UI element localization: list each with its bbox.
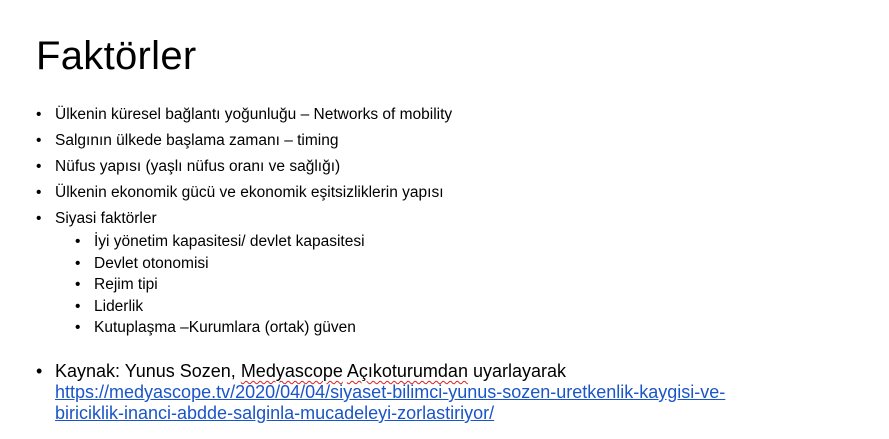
source-text — [36, 361, 876, 424]
political-factors-list — [75, 231, 452, 339]
source-suffix: uyarlayarak — [467, 361, 566, 381]
bullet-item: • Salgının ülkede başlama zamanı – timing — [36, 128, 452, 153]
bullet-dot: • — [36, 361, 43, 381]
source-bullet — [36, 361, 876, 424]
sub-bullet-item: • Liderlik — [75, 296, 452, 318]
source-link-line1: https://medyascope.tv/2020/04/04/siyaset-bilimci-yunus-sozen-uretkenlik-kaygisi-ve- — [55, 382, 726, 402]
slide-title: Faktörler — [36, 34, 197, 78]
bullet-item: • Ülkenin küresel bağlantı yoğunluğu – Networks of mobility — [36, 102, 452, 127]
sub-bullet-item: • Devlet otonomisi — [75, 253, 452, 275]
spellcheck-word-medyascope: Medyascope — [240, 361, 343, 381]
sub-bullet-item: • İyi yönetim kapasitesi/ devlet kapasitesi — [75, 231, 452, 253]
spellcheck-word-acikoturum: Açıkoturumdan — [346, 361, 468, 381]
source-link-line2: biriciklik-inanci-abdde-salginla-mucadeleyi-zorlastiriyor/ — [55, 403, 495, 423]
political-factors-label: Siyasi faktörler — [55, 210, 157, 227]
source-prefix: Kaynak: Yunus Sozen, — [55, 361, 241, 381]
sub-bullet-item: • Rejim tipi — [75, 274, 452, 296]
factor-list — [36, 102, 452, 340]
bullet-item-political — [36, 206, 452, 339]
bullet-item: • Nüfus yapısı (yaşlı nüfus oranı ve sağlığı) — [36, 154, 452, 179]
source-link[interactable] — [55, 382, 725, 423]
bullet-item: • Ülkenin ekonomik gücü ve ekonomik eşitsizliklerin yapısı — [36, 180, 452, 205]
sub-bullet-item: • Kutuplaşma –Kurumlara (ortak) güven — [75, 317, 452, 339]
